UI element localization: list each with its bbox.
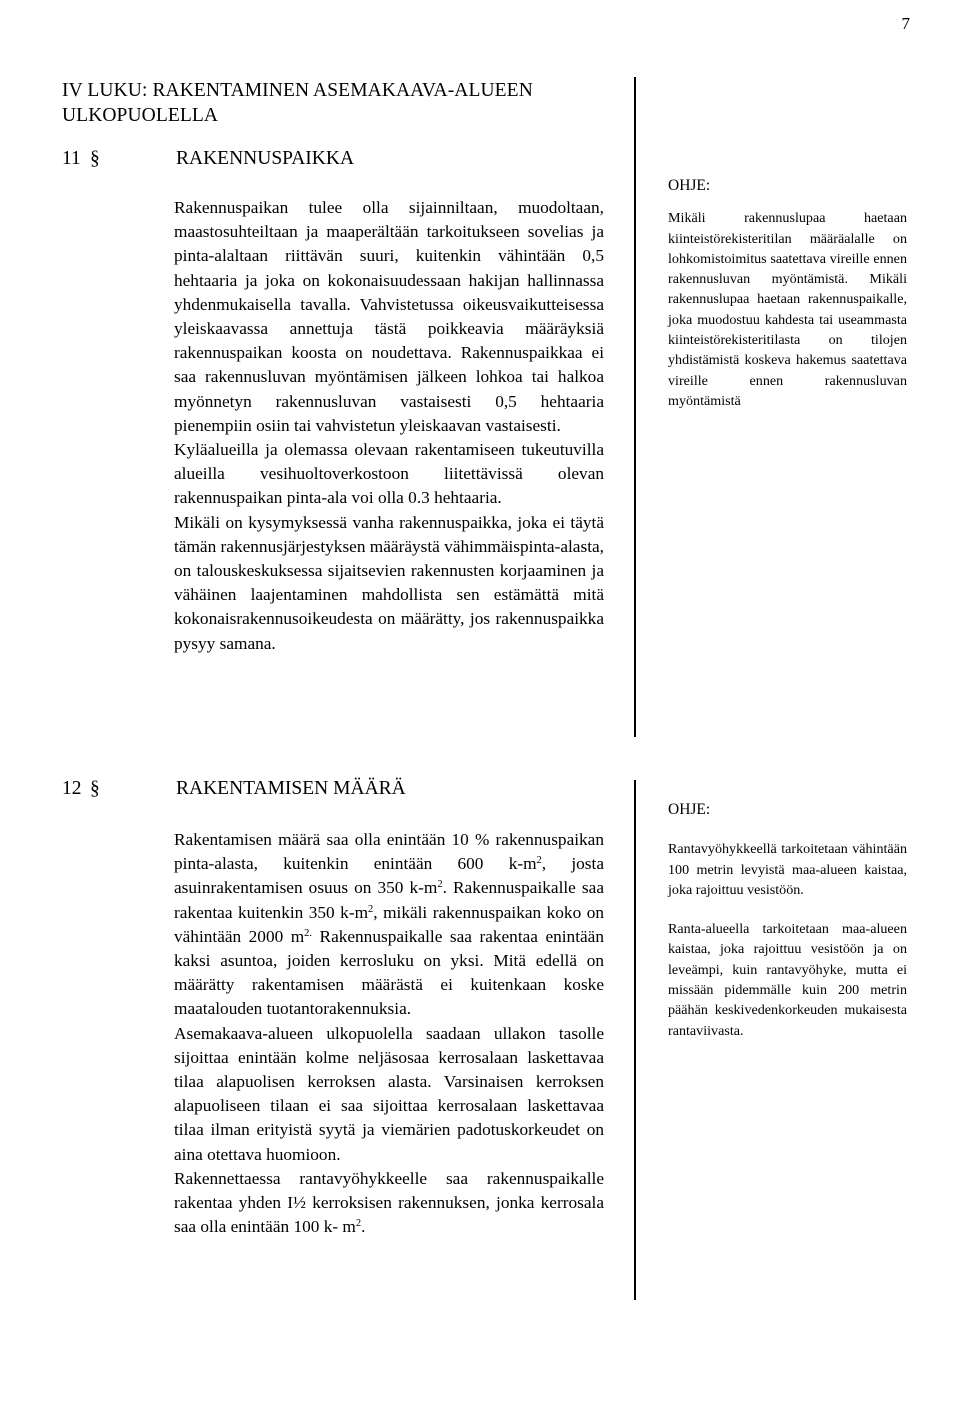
text-run: Rakentamisen määrä saa olla enintään 10 % rakennuspaikan pinta-alasta, kuitenkin enintään 600 k-m xyxy=(174,830,604,874)
section-12-heading xyxy=(62,776,406,802)
superscript: 2 xyxy=(368,903,374,915)
chapter-title: IV LUKU: RAKENTAMINEN ASEMAKAAVA-ALUEEN ULKOPUOLELLA xyxy=(62,80,533,126)
text-run: . xyxy=(361,1217,366,1237)
text-run: , josta asuinrakentamisen osuus on 350 k-m xyxy=(174,854,605,898)
section-title: RAKENTAMISEN MÄÄRÄ xyxy=(176,778,406,799)
body-paragraph: Kyläalueilla ja olemassa olevaan rakentamiseen tukeutuvilla alueilla vesihuoltoverkostoon liitettävissä olevan rakennuspaikan pinta-ala voi olla 0.3 hehtaaria. xyxy=(174,440,604,508)
superscript: 2 xyxy=(355,1218,362,1230)
text-run: Rakennettaessa rantavyöhykkeelle saa rakennuspaikalle rakentaa yhden I½ kerroksisen rakennuksen, jonka kerrosala saa olla enintään 100 k- m xyxy=(174,1168,604,1237)
body-paragraph xyxy=(174,828,604,1022)
body-paragraph: Rakennuspaikan tulee olla sijainniltaan, muodoltaan, maastosuhteiltaan ja maaperältään tarkoitukseen sovelias ja pinta-alaltaan riittävän suuri, kuitenkin vähintään 0,5 hehtaaria ja joka on kokonaisuudessaan hakijan hallinnassa yhdenmukaisella tavalla. Vahvistetussa oikeusvaikutteisessa yleiskaavassa annettuja tästä poikkeavia määräyksiä rakennuspaikan koosta on noudettava. Rakennuspaikkaa ei saa rakennusluvan myöntämisen jälkeen lohkoa tai halkoa myönnetyn rakennusluvan vastaisesti 0,5 hehtaaria pienempiin osiin tai vahvistetun yleiskaavan vastaisesti. xyxy=(174,198,604,435)
section-symbol: § xyxy=(90,148,100,169)
body-paragraph xyxy=(174,1167,604,1240)
note-paragraph: Mikäli rakennuslupaa haetaan kiinteistörekisteritilan määräalalle on lohkomistoimitus saatettava vireille ennen rakennusluvan myöntämistä. Mikäli rakennuslupaa haetaan rakennuspaikalle, joka muodostuu kahdesta tai useammasta kiinteistörekisteritilasta on tilojen yhdistämistä koskeva hakemus saatettava vireille ennen rakennusluvan myöntämistä xyxy=(668,210,907,409)
section-12-guidance-note xyxy=(668,800,907,1041)
section-title: RAKENNUSPAIKKA xyxy=(176,148,355,169)
body-paragraph: Asemakaava-alueen ulkopuolella saadaan ullakon tasolle sijoittaa enintään kolme neljäsosaa kerrosalaan laskettavaa tilaa alapuolisen kerroksen alasta. Varsinaisen kerroksen alapuoliseen tilaan ei saa sijoittaa kerrosalaan laskettavaa tilaa ilman erityistä syytä ja viemärien padotuskorkeudet on aina otettava huomioon. xyxy=(174,1023,604,1164)
superscript: 2 xyxy=(437,879,443,891)
superscript: 2. xyxy=(304,927,313,939)
section-number: 11 xyxy=(62,148,81,169)
text-run: . Rakennuspaikalle saa rakentaa kuitenkin 350 k-m xyxy=(174,878,604,922)
superscript: 2 xyxy=(536,855,542,867)
section-number: 12 xyxy=(62,778,82,799)
body-paragraph: Mikäli on kysymyksessä vanha rakennuspaikka, joka ei täytä tämän rakennusjärjestyksen määräystä vähimmäispinta-alasta, on talouskeskuksessa sijaitsevien rakennusten korjaaminen ja vähäinen laajentaminen mahdollista sen estämättä mitä kokonaisrakennusoikeudesta on määrätty, jos rakennuspaikka pysyy samana. xyxy=(174,512,604,653)
note-paragraph: Rantavyöhykkeellä tarkoitetaan vähintään 100 metrin levyistä maa-alueen kaistaa, joka rajoittuu vesistöön. xyxy=(668,841,907,898)
section-12-body xyxy=(174,828,604,1239)
section-11-guidance-note xyxy=(668,176,907,411)
column-divider xyxy=(634,780,636,1300)
page-number: 7 xyxy=(901,14,910,33)
column-divider xyxy=(634,77,636,737)
note-paragraph: Ranta-alueella tarkoitetaan maa-alueen kaistaa, joka rajoittuu vesistöön ja on leveämpi, kuin rantavyöhyke, mutta ei missään pidemmälle kuin 200 metrin päähän keskivedenkorkeuden mukaisesta rantaviivasta. xyxy=(668,921,907,1039)
note-label: OHJE: xyxy=(668,801,711,818)
section-11-heading xyxy=(62,146,354,172)
text-run: , mikäli rakennuspaikan koko on vähintään 2000 m xyxy=(174,902,604,946)
section-symbol: § xyxy=(90,778,100,799)
section-11-body xyxy=(174,196,604,656)
text-run: Rakennuspaikalle saa rakentaa enintään kaksi asuntoa, joiden kerrosluku on yksi. Mitä edellä on määrätty rakentamisen määrästä ei kuitenkaan koske maatalouden tuotantorakennuksia. xyxy=(174,926,604,1019)
note-label: OHJE: xyxy=(668,177,711,194)
